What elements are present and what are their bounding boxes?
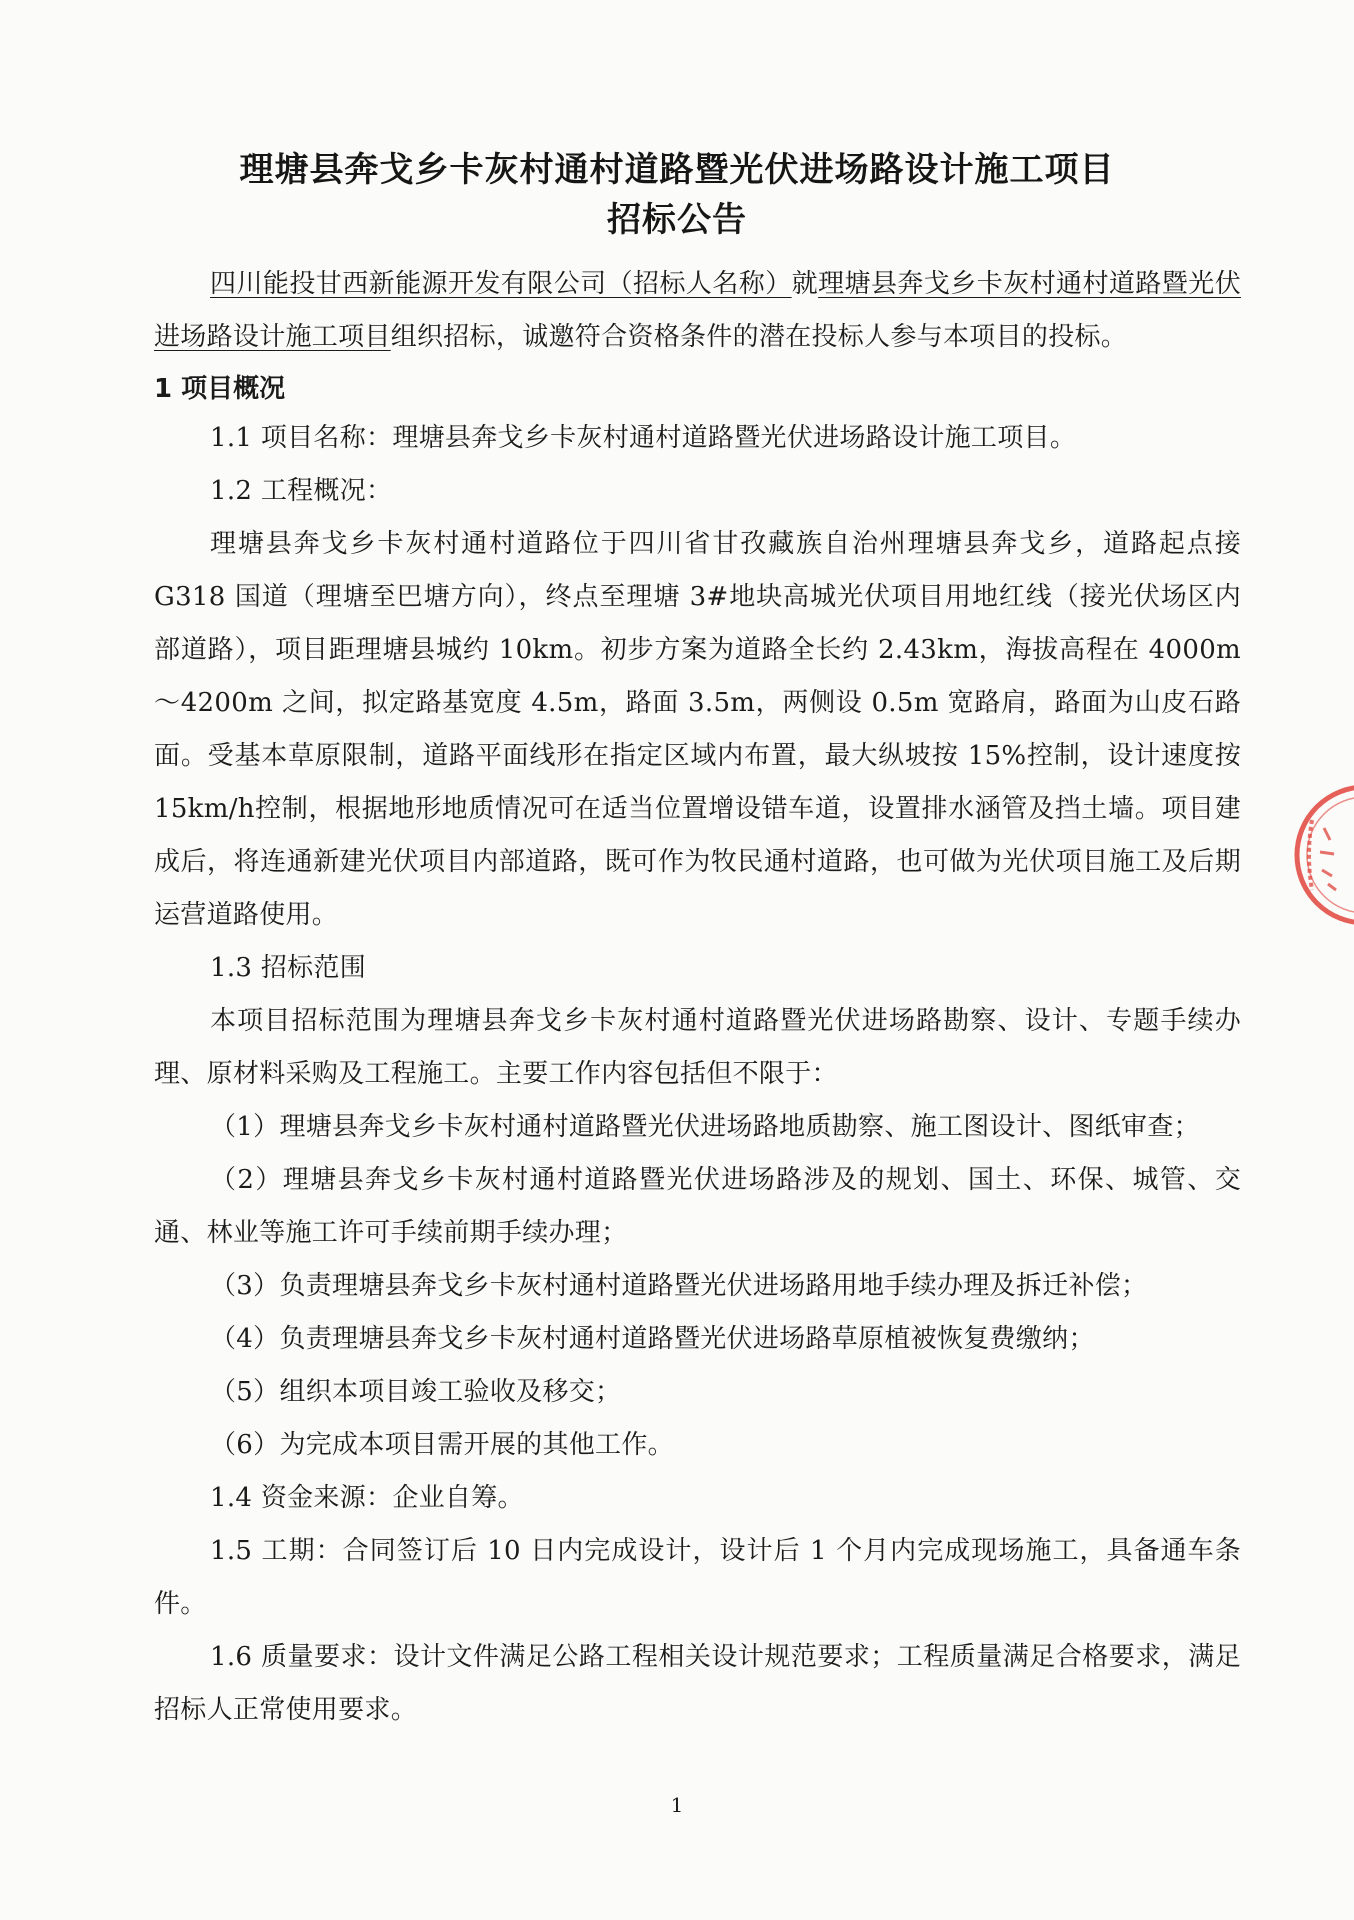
item-1-3: 1.3 招标范围	[210, 953, 367, 983]
intro-mid: 就	[791, 269, 819, 299]
item-1-3-body: 本项目招标范围为理塘县奔戈乡卡灰村通村道路暨光伏进场路勘察、设计、专题手续办理、原材料采购及工程施工。主要工作内容包括但不限于：	[154, 1006, 1241, 1089]
title-line-1: 理塘县奔戈乡卡灰村通村道路暨光伏进场路设计施工项目	[239, 150, 1115, 190]
item-1-2-body: 理塘县奔戈乡卡灰村通村道路位于四川省甘孜藏族自治州理塘县奔戈乡，道路起点接G318 国道（理塘至巴塘方向），终点至理塘 3#地块高城光伏项目用地红线（接光伏场区内部道路），项目距理塘县城约 10km。初步方案为道路全长约 2.43km，海拔高程在 4000m～4200m 之间，拟定路基宽度 4.5m，路面 3.5m，两侧设 0.5m 宽路肩，路面为山皮石路面。受基本草原限制，道路平面线形在指定区域内布置，最大纵坡按 15%控制，设计速度按 15km/h控制，根据地形地质情况可在适当位置增设错车道，设置排水涵管及挡土墙。项目建成后，将连通新建光伏项目内部道路，既可作为牧民通村道路，也可做为光伏项目施工及后期运营道路使用。	[154, 529, 1241, 930]
item-1-5: 1.5 工期：合同签订后 10 日内完成设计，设计后 1 个月内完成现场施工，具备通车条件。	[154, 1536, 1241, 1619]
item-1-6: 1.6 质量要求：设计文件满足公路工程相关设计规范要求；工程质量满足合格要求，满足招标人正常使用要求。	[154, 1642, 1241, 1725]
scope-item-4: （4）负责理塘县奔戈乡卡灰村通村道路暨光伏进场路草原植被恢复费缴纳；	[210, 1324, 1095, 1354]
title-line-2: 招标公告	[607, 200, 747, 240]
item-1-1: 1.1 项目名称：理塘县奔戈乡卡灰村通村道路暨光伏进场路设计施工项目。	[210, 423, 1077, 453]
section-1-heading: 1 项目概况	[154, 374, 286, 404]
scope-item-2: （2）理塘县奔戈乡卡灰村通村道路暨光伏进场路涉及的规划、国土、环保、城管、交通、林业等施工许可手续前期手续办理；	[154, 1165, 1241, 1248]
intro-paragraph	[154, 258, 1241, 364]
scope-item-5: （5）组织本项目竣工验收及移交；	[210, 1377, 622, 1407]
scope-item-6: （6）为完成本项目需开展的其他工作。	[210, 1430, 674, 1460]
scope-item-3: （3）负责理塘县奔戈乡卡灰村通村道路暨光伏进场路用地手续办理及拆迁补偿；	[210, 1271, 1148, 1301]
tenderer-name: 四川能投甘西新能源开发有限公司（招标人名称）	[210, 269, 792, 299]
item-1-4: 1.4 资金来源：企业自筹。	[210, 1483, 524, 1513]
page-number: 1	[670, 1793, 684, 1817]
project-name: 理塘县奔戈乡卡灰村通村道路暨光伏进场路设计施工项目	[154, 269, 1241, 352]
item-1-2: 1.2 工程概况：	[210, 476, 393, 506]
scope-item-1: （1）理塘县奔戈乡卡灰村通村道路暨光伏进场路地质勘察、施工图设计、图纸审查；	[210, 1112, 1200, 1142]
intro-tail: 组织招标，诚邀符合资格条件的潜在投标人参与本项目的投标。	[390, 322, 1128, 352]
company-seal-stamp	[1290, 780, 1354, 930]
